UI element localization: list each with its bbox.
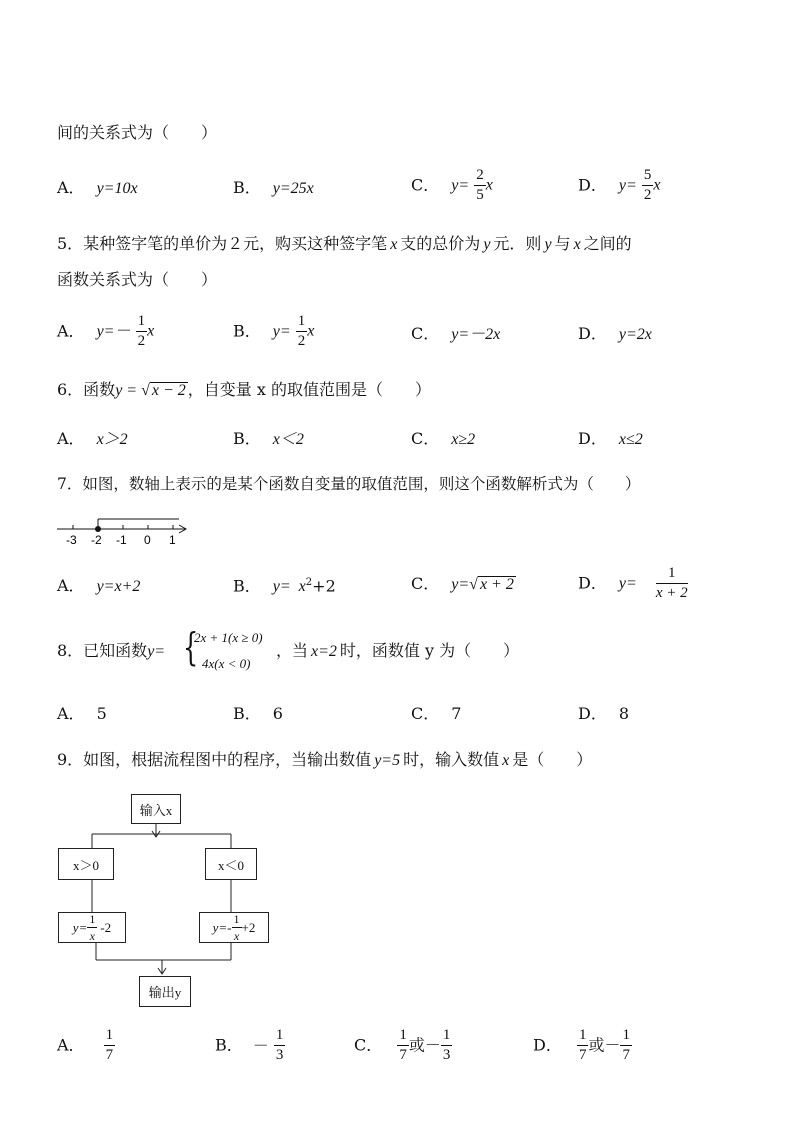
tick-label: -2 (91, 533, 102, 547)
q7-b-lhs: y= (272, 578, 291, 596)
q6-lhs: y = (115, 382, 142, 399)
denominator: x + 2 (655, 585, 688, 601)
numerator: 1 (656, 566, 688, 584)
q7-option-a (57, 578, 140, 595)
q8-case-1: 2x + 1(x ≥ 0) (194, 630, 263, 645)
q4-c-fraction (474, 168, 486, 203)
flow-input-box (131, 794, 181, 824)
number-line-diagram (55, 515, 195, 547)
piecewise-brace: { (183, 624, 199, 670)
denominator: 2 (137, 333, 146, 349)
q4-option-b (233, 180, 314, 197)
q5-b-fraction (296, 314, 308, 349)
tick-label: -1 (116, 533, 127, 547)
q4-d-fraction (642, 168, 654, 203)
tick-label: 1 (169, 533, 176, 547)
denominator: 7 (105, 1047, 114, 1063)
option-letter: D． (578, 429, 607, 448)
q5-var-y: y (483, 236, 491, 253)
q5-a-fraction (136, 314, 148, 349)
option-letter: D． (578, 175, 607, 195)
q9-c-or: 或－ (408, 1035, 441, 1055)
q8-text-b: ，当 (276, 641, 309, 660)
numerator: 1 (104, 1028, 116, 1046)
denominator: x (89, 929, 95, 943)
q8-var: x=2 (311, 643, 337, 660)
q4-option-d (578, 168, 660, 203)
option-letter: B． (215, 1035, 243, 1055)
q7-a-expr: y=x+2 (96, 578, 141, 595)
q5-var-x: x (390, 236, 398, 253)
q8-option-a (57, 706, 107, 722)
q5-var-y2: y (544, 236, 552, 253)
q4-d-lhs: y= (618, 176, 637, 194)
q8-text-a: 8．已知函数 (57, 641, 148, 660)
numerator: 2 (474, 168, 486, 186)
q4-b-expr: y=25x (272, 180, 314, 197)
q9-option-c (354, 1028, 452, 1063)
option-letter: B． (233, 704, 261, 723)
q6-a-expr: x＞2 (96, 431, 128, 448)
numerator: 1 (233, 912, 240, 926)
q6-text-b: ，自变量 x 的取值范围是（ ） (187, 380, 431, 399)
q4-d-var: x (653, 176, 661, 194)
q8-option-b (233, 706, 283, 722)
q9-option-b (215, 1028, 285, 1063)
denominator: 5 (476, 187, 484, 203)
q9-b-sign: － (252, 1035, 269, 1055)
q9-d-fraction-1 (577, 1028, 589, 1063)
flow-left-tail: -2 (100, 919, 112, 935)
q4-c-lhs: y= (451, 176, 470, 194)
q4-tail-text: 间的关系式为（ ） (57, 123, 218, 142)
q8-c-expr: 7 (451, 704, 462, 723)
option-letter: A． (57, 178, 85, 197)
flow-left-formula-box (58, 912, 126, 943)
option-letter: C． (411, 574, 440, 593)
tick-label: 0 (144, 533, 151, 547)
flow-left-condition-box (58, 848, 114, 880)
flow-left-fraction (87, 913, 97, 942)
q9-option-a (57, 1028, 115, 1063)
flow-right-lhs: y=- (212, 919, 232, 935)
q9-a-fraction (104, 1028, 116, 1063)
numerator: 1 (89, 912, 96, 926)
q9-option-d (533, 1028, 632, 1063)
q7-option-c (411, 576, 516, 593)
flow-right-fraction (232, 913, 242, 942)
option-letter: C． (411, 175, 440, 195)
q7-b-base: x (298, 578, 306, 596)
q7-d-fraction (656, 566, 688, 601)
q7-option-d (578, 566, 688, 601)
q7-c-radicand: x + 2 (479, 576, 514, 593)
q5-option-c (411, 326, 500, 343)
denominator: x (233, 929, 240, 943)
flow-output-label: 输出y (148, 985, 182, 1000)
q5-var-x2: x (573, 236, 581, 253)
option-letter: C． (411, 429, 440, 448)
denominator: 2 (643, 187, 652, 203)
q6-option-c (411, 431, 475, 448)
q8-option-c (411, 706, 461, 722)
denominator: 3 (275, 1047, 284, 1063)
flow-right-condition-label: x＜0 (217, 857, 244, 873)
q7-c-sqrt: √ x + 2 (469, 576, 514, 593)
option-letter: D． (578, 704, 607, 723)
numerator: 1 (397, 1028, 409, 1046)
q8-lhs: y= (147, 643, 166, 660)
q5-b-var: x (307, 322, 315, 340)
q5-text-b: 支的总价为 (400, 234, 481, 253)
q4-c-var: x (485, 176, 493, 194)
option-letter: A． (57, 321, 85, 341)
q6-option-d (578, 431, 643, 448)
q9-d-fraction-2 (620, 1028, 632, 1063)
q9-stem (57, 752, 592, 769)
denominator: 7 (399, 1047, 407, 1063)
numerator: 1 (296, 314, 308, 332)
q9-text-a: 9．如图，根据流程图中的程序，当输出数值 (57, 750, 372, 769)
q5-b-lhs: y= (272, 322, 291, 340)
q5-a-var: x (147, 322, 155, 340)
q5-stem-line1 (57, 236, 632, 253)
q7-option-b (233, 578, 336, 595)
q8-a-expr: 5 (96, 704, 107, 723)
q5-text-a: 5．某种签字笔的单价为２元，购买这种签字笔 (57, 234, 388, 253)
q7-c-lhs: y= (451, 576, 470, 593)
q7-d-lhs: y= (618, 574, 637, 592)
q5-text-d: 与 (554, 234, 571, 253)
q4-option-a (57, 180, 138, 197)
flow-left-condition-label: x＞0 (72, 857, 99, 873)
numerator: 1 (441, 1028, 453, 1046)
q9-text-c: 是（ ） (512, 750, 593, 769)
flow-right-condition-box (205, 848, 257, 880)
option-letter: A． (57, 1035, 85, 1055)
q8-b-expr: 6 (272, 704, 283, 723)
q5-option-b (233, 314, 314, 349)
closed-point (95, 526, 101, 532)
q6-c-expr: x≥2 (451, 431, 476, 448)
numerator: 5 (642, 168, 654, 186)
q9-b-fraction (274, 1028, 286, 1063)
option-letter: C． (354, 1035, 383, 1055)
option-letter: A． (57, 429, 85, 448)
q6-d-expr: x≤2 (618, 431, 643, 448)
denominator: 3 (442, 1047, 451, 1063)
q5-c-expr: y=－2x (451, 326, 501, 343)
option-letter: D． (578, 324, 607, 343)
q9-c-fraction-2 (441, 1028, 453, 1063)
q8-d-expr: 8 (618, 704, 630, 723)
flow-output-box (139, 976, 191, 1007)
numerator: 1 (136, 314, 148, 332)
q5-option-a (57, 314, 154, 349)
q5-d-expr: y=2x (618, 326, 652, 343)
flow-right-formula-box (199, 912, 269, 943)
q9-text-b: 时，输入数值 (403, 750, 500, 769)
q5-text-e: 之间的 (583, 234, 632, 253)
q7-stem: 7．如图，数轴上表示的是某个函数自变量的取值范围，则这个函数解析式为（ ） (57, 475, 641, 493)
option-letter: C． (411, 704, 440, 723)
option-letter: A． (57, 576, 85, 595)
q6-b-expr: x＜2 (272, 431, 304, 448)
q6-option-b (233, 431, 304, 448)
denominator: 7 (578, 1047, 587, 1063)
flow-right-tail: +2 (241, 919, 256, 935)
option-letter: C． (411, 324, 440, 343)
denominator: 7 (622, 1047, 630, 1063)
q6-stem (57, 382, 431, 399)
q6-radicand: x − 2 (151, 382, 186, 399)
q9-d-or: 或－ (588, 1035, 621, 1055)
q8-case-2: 4x(x < 0) (202, 656, 251, 671)
flow-input-label: 输入x (139, 802, 173, 818)
q9-c-fraction-1 (397, 1028, 409, 1063)
numerator: 1 (620, 1028, 632, 1046)
option-letter: B． (233, 429, 261, 448)
q4-a-expr: y=10x (96, 180, 138, 197)
option-letter: D． (578, 573, 607, 593)
q6-option-a (57, 431, 128, 448)
option-letter: A． (57, 704, 85, 723)
q9-var-y: y=5 (374, 752, 401, 769)
q7-b-tail: +2 (312, 576, 336, 596)
q8-text-c: 时，函数值 y 为（ ） (339, 641, 520, 660)
option-letter: B． (233, 321, 261, 341)
q5-option-d (578, 326, 652, 343)
q5-stem-line2: 函数关系式为（ ） (57, 270, 218, 289)
q5-text-c: 元．则 (493, 234, 542, 253)
q4-option-c (411, 168, 493, 203)
q8-option-d (578, 706, 629, 722)
q9-var-x: x (502, 752, 510, 769)
q8-stem-post (276, 643, 519, 660)
q5-a-lhs: y=－ (96, 322, 131, 340)
option-letter: B． (233, 178, 261, 197)
q6-sqrt: √ x − 2 (141, 382, 186, 399)
tick-label: -3 (66, 533, 77, 547)
q7-b-exp: 2 (305, 577, 313, 588)
numerator: 1 (274, 1028, 286, 1046)
numerator: 1 (577, 1028, 589, 1046)
q6-text-a: 6．函数 (57, 380, 116, 399)
denominator: 2 (297, 333, 306, 349)
q8-stem-pre (57, 643, 165, 660)
option-letter: B． (233, 576, 261, 596)
option-letter: D． (533, 1035, 562, 1055)
flow-left-lhs: y= (72, 919, 88, 935)
